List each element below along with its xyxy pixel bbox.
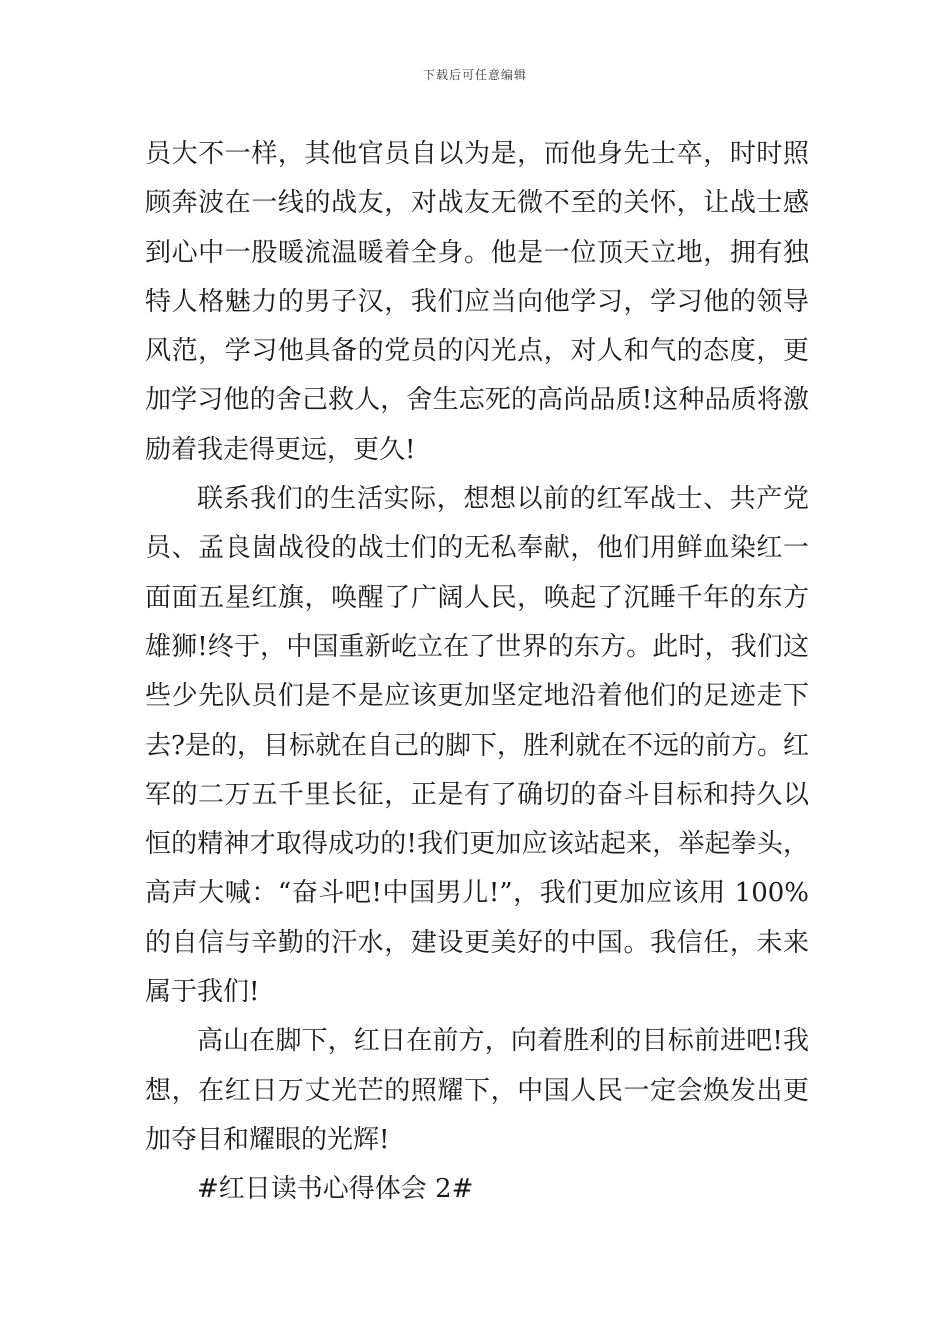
text-line: 到心中一股暖流温暖着全身。他是一位顶天立地，拥有独 [145,237,809,268]
text-line: 恒的精神才取得成功的!我们更加应该站起来，举起拳头， [145,829,809,860]
text-line: 励着我走得更远，更久! [145,434,416,465]
text-line: 加夺目和耀眼的光辉! [145,1124,390,1155]
paragraph-3 [145,1017,809,1165]
text-line: 加学习他的舍己救人，舍生忘死的高尚品质!这种品质将激 [145,385,809,416]
text-line: 属于我们! [145,977,260,1008]
page-header: 下载后可任意编辑 [422,68,527,82]
paragraph-1 [145,130,809,475]
section-heading: #红日读书心得体会 2# [197,1174,474,1205]
text-line: 员大不一样，其他官员自以为是，而他身先士卒，时时照 [145,139,809,169]
text-line: 想，在红日万丈光芒的照耀下，中国人民一定会焕发出更 [145,1075,809,1106]
text-line: 联系我们的生活实际，想想以前的红军战士、共产党 [197,484,809,515]
text-line: 顾奔波在一线的战友，对战友无微不至的关怀，让战士感 [145,188,809,219]
text-line: 特人格魅力的男子汉，我们应当向他学习，学习他的领导 [145,286,809,317]
text-line: 军的二万五千里长征，正是有了确切的奋斗目标和持久以 [145,779,809,810]
paragraph-2 [145,475,809,1017]
text-line: 高山在脚下，红日在前方，向着胜利的目标前进吧!我 [197,1026,809,1057]
text-line: 些少先队员们是不是应该更加坚定地沿着他们的足迹走下 [145,681,809,712]
text-line: 风范，学习他具备的党员的闪光点，对人和气的态度，更 [145,336,809,367]
text-line: 去?是的，目标就在自己的脚下，胜利就在不远的前方。红 [145,730,809,761]
text-line: 面面五星红旗，唤醒了广阔人民，唤起了沉睡千年的东方 [145,582,809,613]
document-body [145,130,809,1215]
text-line: 高声大喊：“奋斗吧!中国男儿!”，我们更加应该用 100% [145,878,809,909]
text-line: 的自信与辛勤的汗水，建设更美好的中国。我信任，未来 [145,927,809,958]
text-line: 员、孟良崮战役的战士们的无私奉献，他们用鲜血染红一 [145,533,809,564]
text-line: 雄狮!终于，中国重新屹立在了世界的东方。此时，我们这 [145,631,809,662]
